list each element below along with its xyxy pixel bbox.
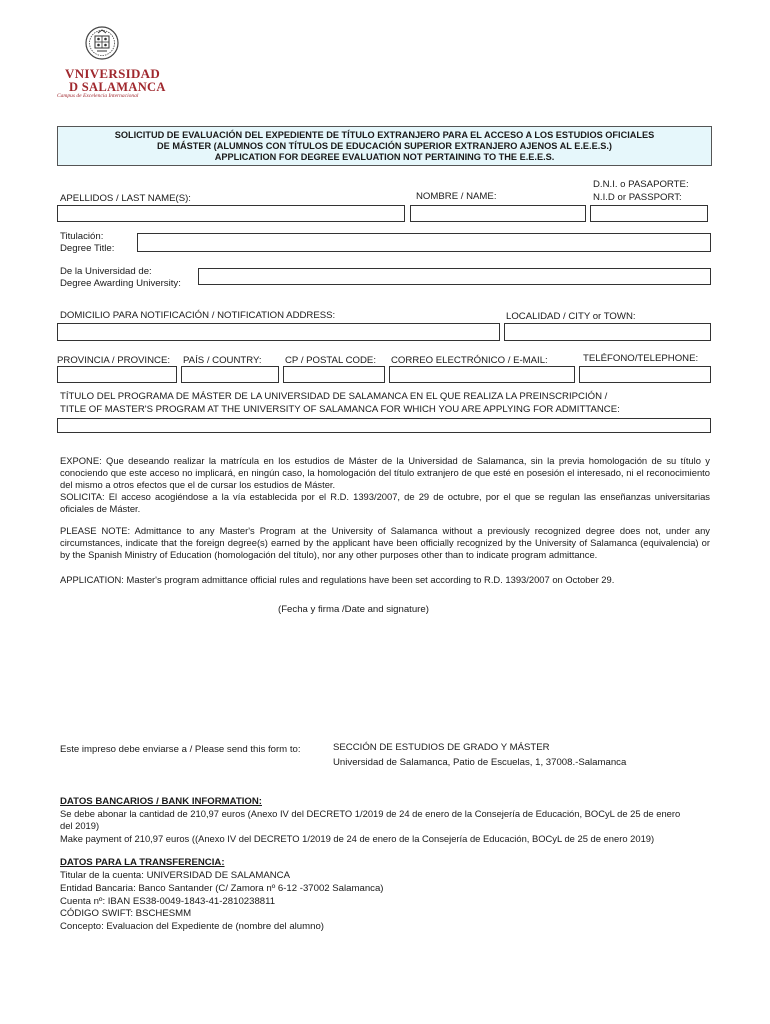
last-name-field[interactable] (57, 205, 405, 222)
university-label-1: De la Universidad de: (60, 266, 152, 277)
postal-field[interactable] (283, 366, 385, 383)
university-seal-icon (85, 25, 119, 61)
name-field[interactable] (410, 205, 586, 222)
send-label: Este impreso debe enviarse a / Please send this form to: (60, 744, 301, 755)
payment-concept: Concepto: Evaluacion del Expediente de (nombre del alumno) (60, 921, 324, 932)
dni-label-2: N.I.D or PASSPORT: (593, 192, 682, 203)
send-address-2: Universidad de Salamanca, Patio de Escuelas, 1, 37008.-Salamanca (333, 757, 627, 768)
bank-en-text: Make payment of 210,97 euros ((Anexo IV del DECRETO 1/2019 de 24 de enero de la Consejería de Educación, BOCyL de 25 de enero 2019) (60, 833, 655, 844)
postal-label: CP / POSTAL CODE: (285, 355, 376, 366)
title-line-3: APPLICATION FOR DEGREE EVALUATION NOT PERTAINING TO THE E.E.E.S. (214, 152, 555, 162)
bank-entity: Entidad Bancaria: Banco Santander (C/ Zamora nº 6-12 -37002 Salamanca) (60, 883, 384, 894)
program-label-1: TÍTULO DEL PROGRAMA DE MÁSTER DE LA UNIVERSIDAD DE SALAMANCA EN EL QUE REALIZA LA PREINSCRIPCIÓN / (60, 391, 608, 402)
title-banner (57, 126, 712, 166)
university-label-2: Degree Awarding University: (60, 278, 181, 289)
bank-es-text: Se debe abonar la cantidad de 210,97 euros (Anexo IV del DECRETO 1/2019 de 24 de enero de la Consejería de Educación, BOCyL de 25 de enero del 2019) (60, 808, 681, 832)
bank-heading (60, 796, 262, 808)
phone-field[interactable] (579, 366, 711, 383)
application-text: APPLICATION: Master's program admittance official rules and regulations have been set according to R.D. 1393/2007 on October 29. (60, 574, 615, 585)
degree-field[interactable] (137, 233, 711, 252)
last-name-label: APELLIDOS / LAST NAME(S): (60, 193, 191, 204)
program-label-2: TITLE OF MASTER'S PROGRAM AT THE UNIVERSITY OF SALAMANCA FOR WHICH YOU ARE APPLYING FOR ADMITTANCE: (60, 404, 620, 415)
city-field[interactable] (504, 323, 711, 341)
logo-line-1: VNIVERSIDAD (65, 66, 161, 81)
logo-line-3: Campus de Excelencia Internacional (57, 93, 139, 99)
name-label: NOMBRE / NAME: (416, 191, 497, 202)
title-line-2: DE MÁSTER (ALUMNOS CON TÍTULOS DE EDUCACIÓN SUPERIOR EXTRANJERO AJENOS AL E.E.E.S.) (157, 141, 612, 151)
phone-label: TELÉFONO/TELEPHONE: (583, 353, 699, 364)
email-label: CORREO ELECTRÓNICO / E-MAIL: (391, 355, 548, 366)
country-field[interactable] (181, 366, 279, 383)
transfer-heading-text: DATOS PARA LA TRANSFERENCIA: (60, 857, 225, 868)
send-address-1: SECCIÓN DE ESTUDIOS DE GRADO Y MÁSTER (333, 742, 550, 753)
address-field[interactable] (57, 323, 500, 341)
province-field[interactable] (57, 366, 177, 383)
swift-code: CÓDIGO SWIFT: BSCHESMM (60, 908, 192, 919)
email-field[interactable] (389, 366, 575, 383)
degree-label-2: Degree Title: (60, 243, 115, 254)
dni-field[interactable] (590, 205, 708, 222)
solicita-text: SOLICITA: El acceso acogiéndose a la vía establecida por el R.D. 1393/2007, de 29 de octubre, por el que se regulan las enseñanzas universitarias oficiales de Máster. (60, 491, 710, 515)
title-line-1: SOLICITUD DE EVALUACIÓN DEL EXPEDIENTE DE TÍTULO EXTRANJERO PARA EL ACCESO A LOS ESTUDIOS OFICIALES (114, 130, 655, 140)
degree-label-1: Titulación: (60, 231, 104, 242)
program-field[interactable] (57, 418, 711, 433)
note-text: PLEASE NOTE: Admittance to any Master's Program at the University of Salamanca without a previously recognized degree does not, under any circumstances, indicate that the foreign degree(s) earned by the applicant have been officially recognized by the University of Salamanca (equivalencia) or by the Spanish Ministry of Education (homologación del título), nor any other purposes other than to indicate program admittance. (60, 525, 710, 561)
dni-label-1: D.N.I. o PASAPORTE: (593, 179, 689, 190)
logo-line-2: D SALAMANCA (69, 80, 166, 94)
city-label: LOCALIDAD / CITY or TOWN: (506, 311, 636, 322)
transfer-heading (60, 857, 225, 869)
date-signature: (Fecha y firma /Date and signature) (278, 604, 429, 615)
province-label: PROVINCIA / PROVINCE: (57, 355, 171, 366)
bank-heading-text: DATOS BANCARIOS / BANK INFORMATION: (60, 796, 262, 807)
address-label: DOMICILIO PARA NOTIFICACIÓN / NOTIFICATION ADDRESS: (60, 310, 336, 321)
country-label: PAÍS / COUNTRY: (183, 355, 262, 366)
account-holder: Titular de la cuenta: UNIVERSIDAD DE SALAMANCA (60, 870, 290, 881)
account-number: Cuenta nº: IBAN ES38-0049-1843-41-2810238811 (60, 896, 276, 907)
expone-text: EXPONE: Que deseando realizar la matrícula en los estudios de Máster de la Universidad de Salamanca, sin la previa homologación de su título y conociendo que este acceso no implicará, en ningún caso, la homologación del título extranjero de que esté en posesión el interesado, ni el reconocimiento del mismo a otros efectos que el de cursar los estudios de Máster. (60, 455, 710, 491)
university-field[interactable] (198, 268, 711, 285)
